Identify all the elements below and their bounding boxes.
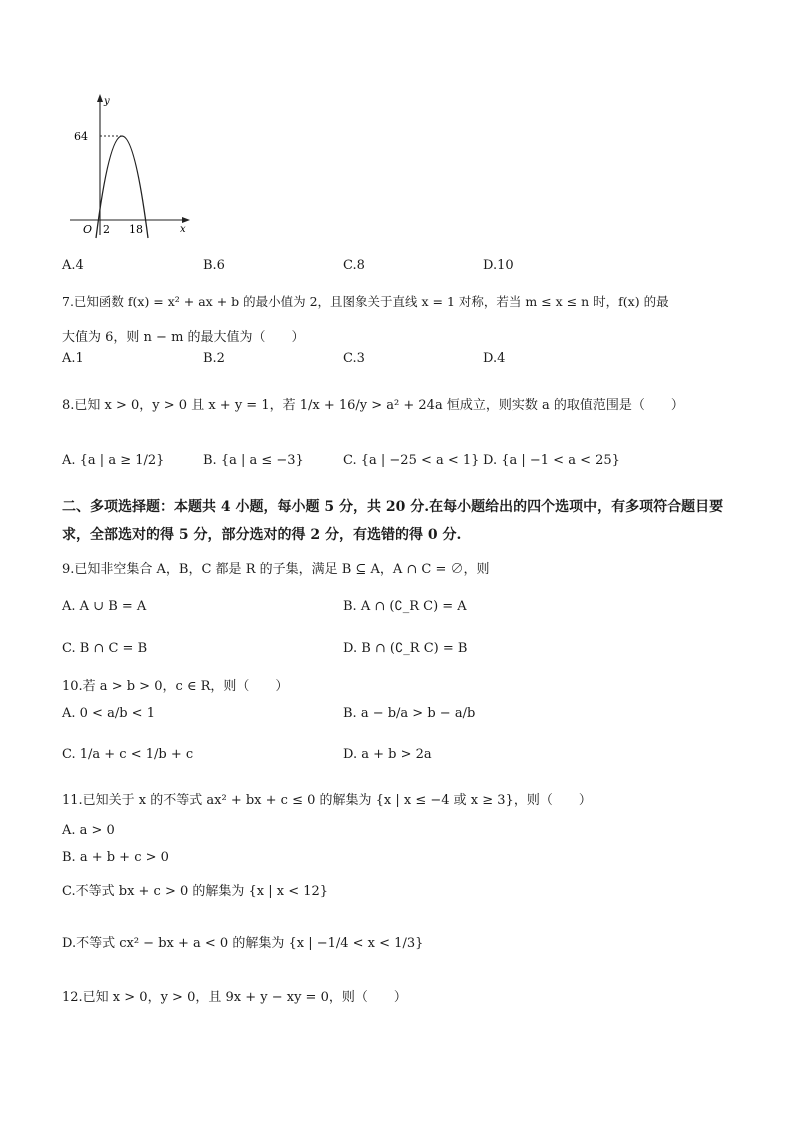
- q7-option-a: A.1: [62, 351, 84, 366]
- q9-option-a: A. A ∪ B = A: [62, 599, 147, 614]
- q10-option-b: B. a − b/a > b − a/b: [343, 706, 476, 721]
- max-value-label: 64: [74, 130, 88, 143]
- x-axis-arrow: [182, 217, 190, 223]
- q8-option-d: D. {a | −1 < a < 25}: [483, 453, 620, 468]
- q12-stem: 12.已知 x > 0，y > 0，且 9x + y − xy = 0，则（ ）: [62, 990, 407, 1005]
- q7-stem-line1: 7.已知函数 f(x) = x² + ax + b 的最小值为 2，且图象关于直线 x = 1 对称，若当 m ≤ x ≤ n 时，f(x) 的最: [62, 294, 669, 309]
- q11-option-d: D.不等式 cx² − bx + a < 0 的解集为 {x | −1/4 < x < 1/3}: [62, 936, 424, 951]
- q11-option-a: A. a > 0: [62, 823, 115, 838]
- x-tick-18: 18: [129, 223, 143, 236]
- q7-option-c: C.3: [343, 351, 365, 366]
- q9-option-d: D. B ∩ (∁_R C) = B: [343, 641, 468, 656]
- section-2-heading: 二、多项选择题：本题共 4 小题，每小题 5 分，共 20 分.在每小题给出的四个选项中，有多项符合题目要求，全部选对的得 5 分，部分选对的得 2 分，有选错的得 0 分.: [62, 499, 724, 543]
- q7-option-b: B.2: [203, 351, 225, 366]
- q6-option-a: A.4: [62, 258, 84, 273]
- q10-stem: 10.若 a > b > 0，c ∈ R，则（ ）: [62, 679, 289, 694]
- y-axis-label: y: [104, 96, 110, 107]
- q8-option-c: C. {a | −25 < a < 1}: [343, 453, 480, 468]
- q11-stem: 11.已知关于 x 的不等式 ax² + bx + c ≤ 0 的解集为 {x | x ≤ −4 或 x ≥ 3}，则（ ）: [62, 793, 592, 808]
- q9-option-b: B. A ∩ (∁_R C) = A: [343, 599, 467, 614]
- q6-option-d: D.10: [483, 258, 514, 273]
- origin-label: O: [83, 223, 93, 236]
- q7-stem-line2: 大值为 6，则 n − m 的最大值为（ ）: [62, 330, 305, 345]
- q11-option-c: C.不等式 bx + c > 0 的解集为 {x | x < 12}: [62, 884, 329, 899]
- q9-option-c: C. B ∩ C = B: [62, 641, 148, 656]
- q10-option-d: D. a + b > 2a: [343, 747, 432, 762]
- parabola-graph: [60, 90, 200, 240]
- q11-option-b: B. a + b + c > 0: [62, 850, 169, 865]
- x-tick-2: 2: [103, 223, 110, 236]
- q9-stem: 9.已知非空集合 A，B，C 都是 R 的子集，满足 B ⊆ A，A ∩ C = ∅，则: [62, 562, 490, 577]
- q8-stem: 8.已知 x > 0，y > 0 且 x + y = 1，若 1/x + 16/y > a² + 24a 恒成立，则实数 a 的取值范围是（ ）: [62, 398, 684, 413]
- y-axis-arrow: [97, 94, 103, 102]
- q6-option-c: C.8: [343, 258, 365, 273]
- x-axis-label: x: [180, 224, 186, 235]
- q6-option-b: B.6: [203, 258, 225, 273]
- q8-option-b: B. {a | a ≤ −3}: [203, 453, 304, 468]
- q8-option-a: A. {a | a ≥ 1/2}: [62, 453, 165, 468]
- q10-option-a: A. 0 < a/b < 1: [62, 706, 155, 721]
- q7-option-d: D.4: [483, 351, 506, 366]
- q10-option-c: C. 1/a + c < 1/b + c: [62, 747, 194, 762]
